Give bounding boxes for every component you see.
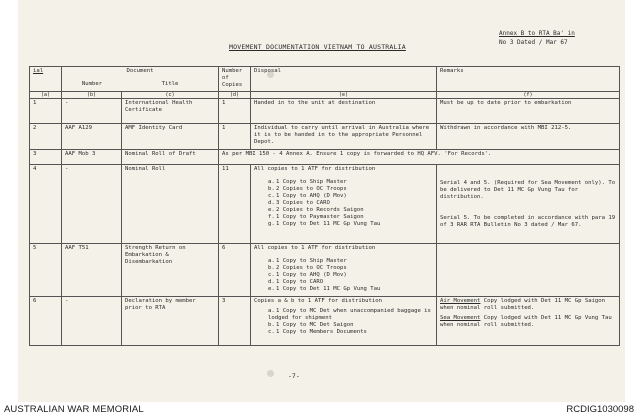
col-letter: (b) — [62, 92, 122, 99]
list-item: c.1 Copy to Members Documents — [268, 329, 367, 335]
list-item: a.1 Copy to Ship Master — [268, 179, 347, 185]
row-title: International Health Certificate — [122, 99, 219, 124]
row-remarks: Must be up to date prior to embarkation — [437, 99, 620, 124]
list-item: d.3 Copies to CARO — [268, 200, 330, 206]
table-row — [30, 124, 620, 150]
col-letter: (d) — [219, 92, 251, 99]
row-serial: 2 — [30, 124, 62, 150]
row-copies: 6 — [219, 244, 251, 297]
row-remarks — [437, 165, 620, 244]
row-title: Nominal Roll of Draft — [122, 150, 219, 165]
list-item: e.1 Copy to Det 11 MC Gp Vung Tau — [268, 286, 381, 292]
row-copies: 3 — [219, 297, 251, 346]
remarks-sea-movement: Serial 4 and 5. (Required for Sea Movement only). To be delivered to Det 11 MC Gp Vung Tau for distribution. — [440, 180, 616, 200]
row-title: Nominal Roll — [122, 165, 219, 244]
row-copies: 1 — [219, 99, 251, 124]
row-serial: 4 — [30, 165, 62, 244]
list-item: b.2 Copies to OC Troops — [268, 265, 347, 271]
list-item: a.1 Copy to Ship Master — [268, 258, 347, 264]
remarks-air-movement: Air Movement Copy lodged with Det 11 MC Gp Saigon when nominal roll submitted. — [440, 298, 606, 311]
row-number: - — [62, 99, 122, 124]
document-page — [18, 0, 625, 402]
row-serial: 3 — [30, 150, 62, 165]
table-subheader-row — [30, 92, 620, 99]
archive-reference: RCDIG1030098 — [566, 404, 634, 415]
row-title: Declaration by member prior to RTA — [122, 297, 219, 346]
table-row — [30, 244, 620, 297]
disposal-intro: Copies a & b to 1 ATF for distribution — [254, 298, 382, 304]
row-remarks: Withdrawn in accordance with MBI 212-5. — [437, 124, 620, 150]
row-disposal — [251, 244, 437, 297]
row-copies: 1 — [219, 124, 251, 150]
table-row — [30, 150, 620, 165]
row-remarks — [437, 297, 620, 346]
document-title: MOVEMENT DOCUMENTATION VIETNAM TO AUSTRALIA — [229, 43, 406, 51]
col-letter: (f) — [437, 92, 620, 99]
row-disposal — [251, 297, 437, 346]
distribution-list — [268, 179, 433, 228]
table-row — [30, 297, 620, 346]
col-letter: (c) — [122, 92, 219, 99]
annex-line-2: No 3 Dated / Mar 67 — [499, 39, 568, 46]
row-serial: 1 — [30, 99, 62, 124]
annex-line-1: Annex B to RTA Ba' in — [499, 30, 575, 37]
row-disposal: Handed in to the unit at destination — [251, 99, 437, 124]
col-letter: (e) — [251, 92, 437, 99]
row-disposal-span: As per MBI 150 - 4 Annex A. Ensure 1 copy is forwarded to HQ AFV. 'For Records'. — [219, 150, 620, 165]
header-number: Number — [81, 81, 103, 87]
table-header-row — [30, 67, 620, 92]
list-item: d.1 Copy to CARO — [268, 279, 324, 285]
page-number: -7- — [288, 372, 300, 380]
row-number: AAF A129 — [62, 124, 122, 150]
annex-reference — [499, 29, 575, 47]
remarks-serial-5: Serial 5. To be completed in accordance with para 19 of 3 RAR RTA Bulletin No 3 dated / Mar 67. — [440, 215, 616, 228]
list-item: f.1 Copy to Paymaster Saigon — [268, 214, 364, 220]
row-disposal — [251, 165, 437, 244]
archive-credit: AUSTRALIAN WAR MEMORIAL — [4, 404, 144, 415]
row-title: Strength Return on Embarkation & Disembarkation — [122, 244, 219, 297]
header-disposal: Disposal — [251, 67, 437, 92]
col-letter: (a) — [30, 92, 62, 99]
row-number: AAF T51 — [62, 244, 122, 297]
header-document: Document Number Title — [62, 67, 219, 92]
row-number: AAF Mob 3 — [62, 150, 122, 165]
distribution-list — [268, 258, 433, 293]
row-disposal: Individual to carry until arrival in Australia where it is to be handed in to the appropriate Personnel Depot. — [251, 124, 437, 150]
header-title: Title — [161, 81, 179, 87]
row-remarks — [437, 244, 620, 297]
row-copies: 11 — [219, 165, 251, 244]
list-item: b.1 Copy to MC Det Saigon — [268, 322, 354, 328]
list-item: c.1 Copy to AHQ (D Mov) — [268, 193, 347, 199]
distribution-list — [268, 308, 433, 336]
header-remarks: Remarks — [437, 67, 620, 92]
header-serial: ial — [30, 67, 62, 92]
list-item: c.1 Copy to AHQ (D Mov) — [268, 272, 347, 278]
remarks-sea-movement: Sea Movement Copy lodged with Det 11 MC Gp Vung Tau when nominal roll submitted. — [440, 315, 612, 328]
list-item: b.2 Copies to OC Troops — [268, 186, 347, 192]
table-row — [30, 165, 620, 244]
table-row — [30, 99, 620, 124]
list-item: g.1 Copy to Det 11 MC Gp Vung Tau — [268, 221, 381, 227]
list-item: a.1 Copy to MC Det when unaccompanied baggage is lodged for shipment — [268, 308, 431, 321]
row-number: - — [62, 165, 122, 244]
disposal-intro: All copies to 1 ATF for distribution — [254, 166, 376, 172]
row-title: AMF Identity Card — [122, 124, 219, 150]
row-number: - — [62, 297, 122, 346]
header-copies: Number of Copies — [219, 67, 251, 92]
row-serial: 5 — [30, 244, 62, 297]
punch-hole — [267, 370, 274, 377]
list-item: e.2 Copies to Records Saigon — [268, 207, 364, 213]
documentation-table — [29, 66, 620, 346]
disposal-intro: All copies to 1 ATF for distribution — [254, 245, 376, 251]
row-serial: 6 — [30, 297, 62, 346]
